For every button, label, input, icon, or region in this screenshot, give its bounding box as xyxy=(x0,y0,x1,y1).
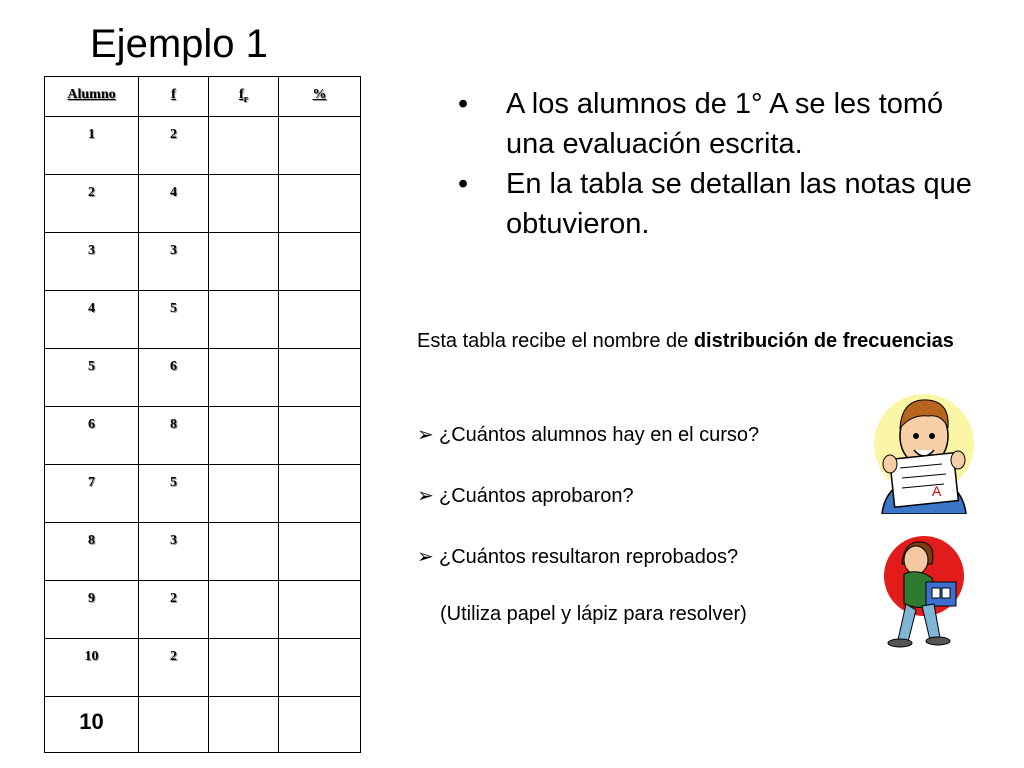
cell-fr xyxy=(209,639,279,697)
cell-alumno: 6 xyxy=(45,407,139,465)
question-3 xyxy=(417,544,738,570)
cell-alumno: 8 xyxy=(45,523,139,581)
table-row xyxy=(45,581,361,639)
cell-fr xyxy=(209,117,279,175)
cell-alumno: 2 xyxy=(45,175,139,233)
arrow-bullet-icon: ➢ xyxy=(417,424,434,446)
cell-alumno: 1 xyxy=(45,117,139,175)
cell-percent xyxy=(279,523,361,581)
cell-total: 10 xyxy=(45,697,139,753)
svg-text:A: A xyxy=(932,483,942,499)
header-alumno: Alumno xyxy=(45,77,139,117)
cell-alumno: 9 xyxy=(45,581,139,639)
cell-percent xyxy=(279,407,361,465)
table-row xyxy=(45,117,361,175)
cell-f: 2 xyxy=(139,639,209,697)
table-row xyxy=(45,233,361,291)
table-row xyxy=(45,523,361,581)
header-fr-base: f xyxy=(238,87,244,102)
question-2 xyxy=(417,483,634,509)
cell-fr xyxy=(209,349,279,407)
cell-alumno: 4 xyxy=(45,291,139,349)
cell-fr xyxy=(209,175,279,233)
question-text: ¿Cuántos aprobaron? xyxy=(439,485,634,507)
cell-percent xyxy=(279,697,361,753)
cell-fr xyxy=(209,465,279,523)
cell-f: 2 xyxy=(139,117,209,175)
frequency-table xyxy=(44,76,361,753)
cell-f: 2 xyxy=(139,581,209,639)
table-total-row xyxy=(45,697,361,753)
bullet-text: En la tabla se detallan las notas que obtuvieron. xyxy=(506,168,972,240)
header-percent: % xyxy=(279,77,361,117)
cell-alumno: 7 xyxy=(45,465,139,523)
table-row xyxy=(45,639,361,697)
cell-fr xyxy=(209,697,279,753)
table-row xyxy=(45,175,361,233)
cell-f: 6 xyxy=(139,349,209,407)
info-paragraph xyxy=(417,326,977,356)
happy-student-icon xyxy=(872,384,976,514)
cell-alumno: 10 xyxy=(45,639,139,697)
cell-fr xyxy=(209,233,279,291)
bullet-item xyxy=(458,164,978,244)
cell-f: 3 xyxy=(139,233,209,291)
cell-percent xyxy=(279,233,361,291)
table-header-row xyxy=(45,77,361,117)
table-row xyxy=(45,465,361,523)
cell-f: 5 xyxy=(139,465,209,523)
cell-alumno: 3 xyxy=(45,233,139,291)
cell-percent xyxy=(279,581,361,639)
table-row xyxy=(45,291,361,349)
cell-fr xyxy=(209,407,279,465)
table-row xyxy=(45,407,361,465)
cell-f: 4 xyxy=(139,175,209,233)
arrow-bullet-icon: ➢ xyxy=(417,485,434,507)
question-1 xyxy=(417,422,759,448)
cell-f: 3 xyxy=(139,523,209,581)
bullet-text: A los alumnos de 1° A se les tomó una evaluación escrita. xyxy=(506,88,944,160)
bullet-item xyxy=(458,84,978,164)
cell-percent xyxy=(279,291,361,349)
sad-student-icon xyxy=(878,534,968,648)
header-f: f xyxy=(139,77,209,117)
header-fr xyxy=(209,77,279,117)
question-text: ¿Cuántos resultaron reprobados? xyxy=(439,546,739,568)
cell-percent xyxy=(279,465,361,523)
cell-alumno: 5 xyxy=(45,349,139,407)
cell-percent xyxy=(279,639,361,697)
arrow-bullet-icon: ➢ xyxy=(417,546,434,568)
cell-f xyxy=(139,697,209,753)
instruction-note: (Utiliza papel y lápiz para resolver) xyxy=(440,603,747,625)
cell-f: 5 xyxy=(139,291,209,349)
table-row xyxy=(45,349,361,407)
info-prefix: Esta tabla recibe el nombre de xyxy=(417,330,694,352)
cell-percent xyxy=(279,175,361,233)
bullet-dot: • xyxy=(458,168,469,200)
info-bold-term: distribución de frecuencias xyxy=(693,330,954,352)
slide-title: Ejemplo 1 xyxy=(90,22,268,66)
question-text: ¿Cuántos alumnos hay en el curso? xyxy=(439,424,760,446)
header-fr-sub: r xyxy=(243,93,249,105)
cell-fr xyxy=(209,291,279,349)
cell-f: 8 xyxy=(139,407,209,465)
bullet-dot: • xyxy=(458,88,469,120)
cell-fr xyxy=(209,523,279,581)
cell-percent xyxy=(279,117,361,175)
cell-fr xyxy=(209,581,279,639)
cell-percent xyxy=(279,349,361,407)
bullet-list xyxy=(458,84,978,244)
